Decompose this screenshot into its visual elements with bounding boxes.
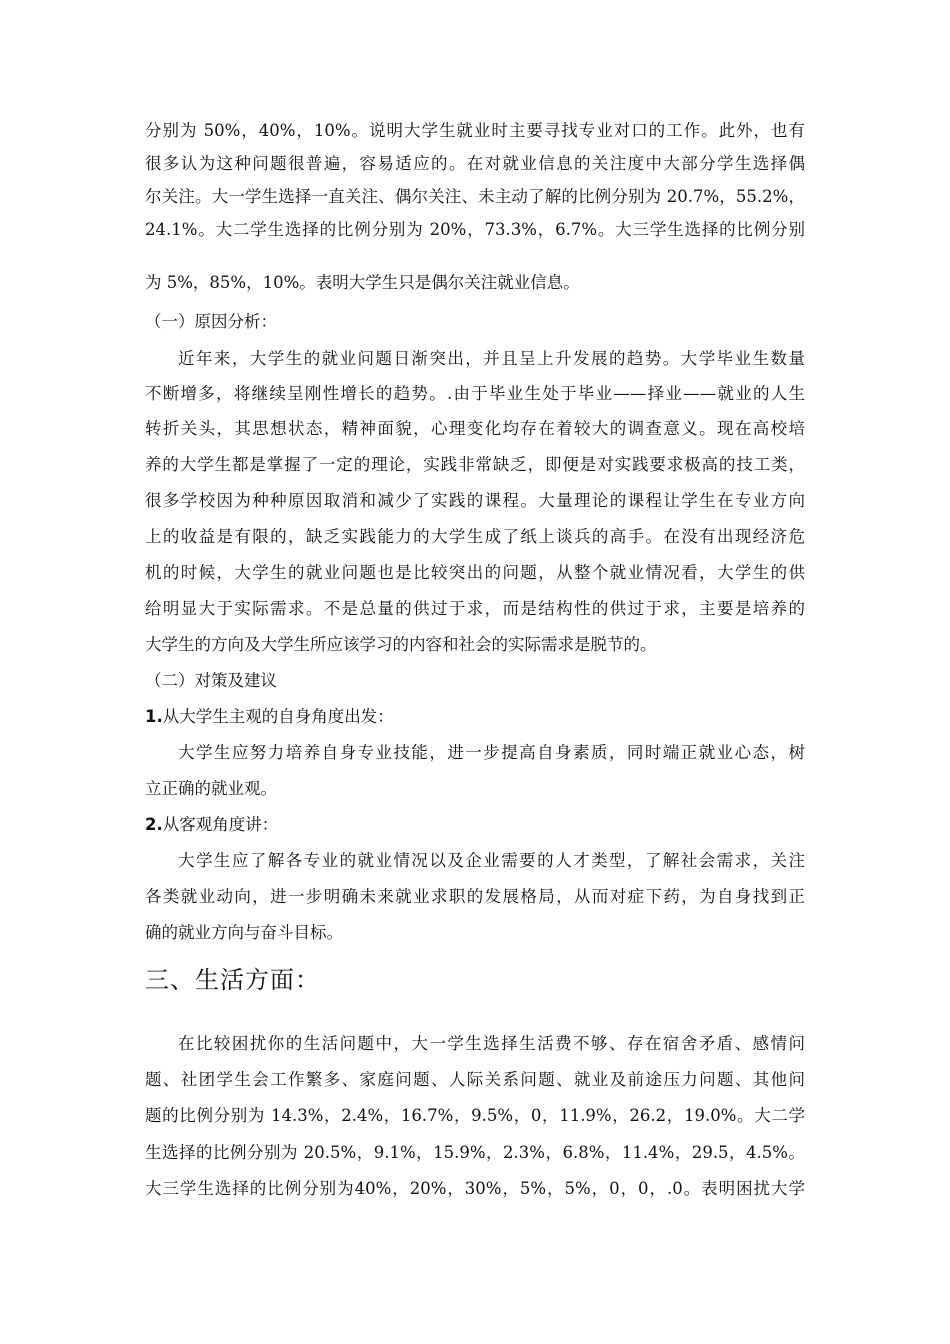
paragraph-line: 大学生应了解各专业的就业情况以及企业需要的人才类型，了解社会需求，关注 xyxy=(178,851,805,870)
list-item-text: 从客观角度讲： xyxy=(162,815,279,834)
paragraph-line: 大学生应努力培养自身专业技能，进一步提高自身素质，同时端正就业心态，树 xyxy=(178,743,805,762)
paragraph-line: 为 5%，85%，10%。表明大学生只是偶尔关注就业信息。 xyxy=(145,273,580,292)
paragraph-line: 大学生的方向及大学生所应该学习的内容和社会的实际需求是脱节的。 xyxy=(145,635,657,654)
subheading-reason-analysis: （一）原因分析： xyxy=(145,312,277,331)
paragraph-line: 给明显大于实际需求。不是总量的供过于求，而是结构性的供过于求，主要是培养的 xyxy=(145,599,805,618)
list-item-number: 1. xyxy=(145,707,163,726)
paragraph-line: 各类就业动向，进一步明确未来就业求职的发展格局，从而对症下药，为自身找到正 xyxy=(145,887,805,906)
paragraph-line: 近年来，大学生的就业问题日渐突出，并且呈上升发展的趋势。大学毕业生数量 xyxy=(178,349,805,368)
paragraph-line: 大三学生选择的比例分别为40%，20%，30%，5%，5%，0，0，.0。表明困扰大学 xyxy=(145,1179,805,1198)
paragraph-line: 上的收益是有限的，缺乏实践能力的大学生成了纸上谈兵的高手。在没有出现经济危 xyxy=(145,527,805,546)
paragraph-line: 尔关注。大一学生选择一直关注、偶尔关注、未主动了解的比例分别为 20.7%，55.2%， xyxy=(145,187,805,206)
paragraph-line: 题的比例分别为 14.3%，2.4%，16.7%，9.5%，0，11.9%，26.2，19.0%。大二学 xyxy=(145,1106,805,1125)
paragraph-line: 很多认为这种问题很普遍，容易适应的。在对就业信息的关注度中大部分学生选择偶 xyxy=(145,154,805,173)
section-heading-life: 三、生活方面： xyxy=(145,966,320,994)
paragraph-line: 不断增多，将继续呈刚性增长的趋势。.由于毕业生处于毕业——择业——就业的人生 xyxy=(145,384,805,403)
list-item-heading xyxy=(145,703,805,731)
paragraph-line: 很多学校因为种种原因取消和减少了实践的课程。大量理论的课程让学生在专业方向 xyxy=(145,491,805,510)
paragraph-line: 转折关头，其思想状态，精神面貌，心理变化均存在着较大的调查意义。现在高校培 xyxy=(145,419,805,438)
paragraph-line: 机的时候，大学生的就业问题也是比较突出的问题，从整个就业情况看，大学生的供 xyxy=(145,563,805,582)
paragraph-line: 立正确的就业观。 xyxy=(145,779,277,798)
paragraph-line: 分别为 50%，40%，10%。说明大学生就业时主要寻找专业对口的工作。此外，也有 xyxy=(145,121,805,140)
paragraph-line: 在比较困扰你的生活问题中，大一学生选择生活费不够、存在宿舍矛盾、感情问 xyxy=(178,1034,805,1053)
list-item-number: 2. xyxy=(145,815,163,834)
subheading-countermeasures: （二）对策及建议 xyxy=(145,671,277,690)
paragraph-line: 24.1%。大二学生选择的比例分别为 20%，73.3%，6.7%。大三学生选择的比例分别 xyxy=(145,220,805,239)
paragraph-line: 题、社团学生会工作繁多、家庭问题、人际关系问题、就业及前途压力问题、其他问 xyxy=(145,1070,805,1089)
paragraph-line: 生选择的比例分别为 20.5%，9.1%，15.9%，2.3%，6.8%，11.4%，29.5，4.5%。 xyxy=(145,1143,805,1162)
list-item-heading xyxy=(145,811,805,839)
paragraph-line: 确的就业方向与奋斗目标。 xyxy=(145,923,343,942)
paragraph-line: 养的大学生都是掌握了一定的理论，实践非常缺乏，即便是对实践要求极高的技工类， xyxy=(145,455,805,474)
list-item-text: 从大学生主观的自身角度出发： xyxy=(162,707,394,726)
